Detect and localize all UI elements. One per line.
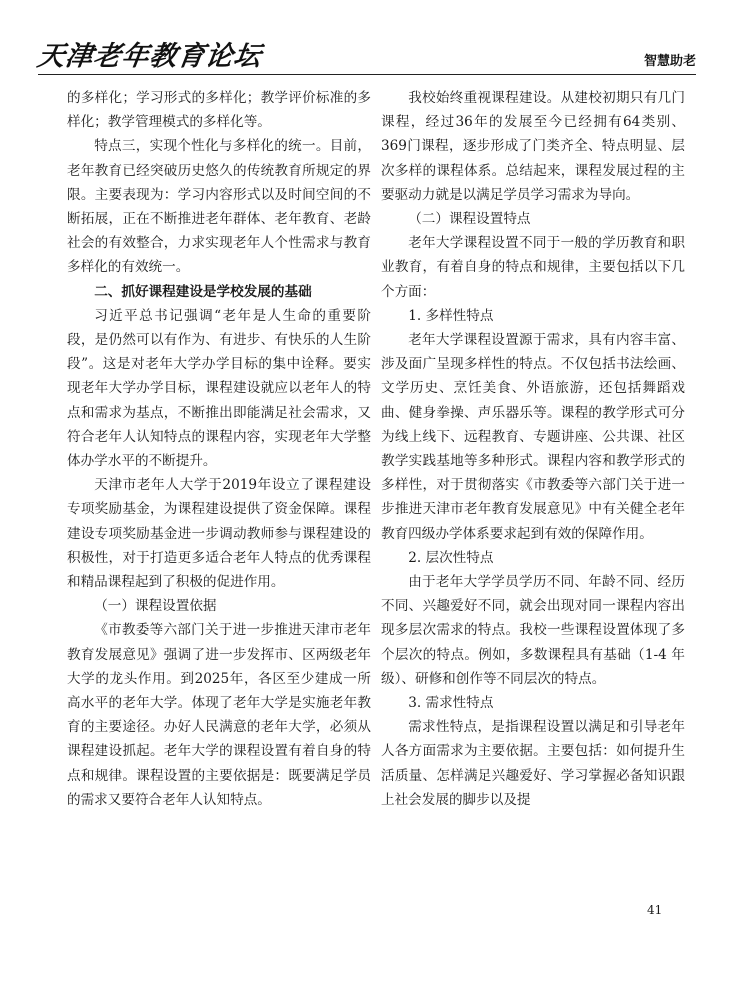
page-header bbox=[35, 30, 696, 82]
page-number: 41 bbox=[647, 903, 663, 917]
paragraph: 的多样化；学习形式的多样化；教学评价标准的多样化；教学管理模式的多样化等。 bbox=[67, 90, 371, 131]
paragraph: 《市教委等六部门关于进一步推进天津市老年教育发展意见》强调了进一步发挥市、区两级老年大学的龙头作用。到2025年，各区至少建成一所高水平的老年大学。体现了老年大学是实施老年教育的主要途径。办好人民满意的老年大学，必须从课程建设抓起。老年大学的课程设置有着自身的特点和规律。课程设置的主要依据是：既要满足学员的需求又要符合老年人认知特点。 bbox=[67, 622, 371, 808]
section-heading: 二、抓好课程建设是学校发展的基础 bbox=[94, 283, 312, 300]
paragraph: 特点三，实现个性化与多样化的统一。目前，老年教育已经突破历史悠久的传统教育所规定的界限。主要表现为：学习内容形式以及时间空间的不断拓展，正在不断推进老年群体、老年教育、老龄社会的有效整合，力求实现老年人个性需求与教育多样化的有效统一。 bbox=[67, 138, 371, 276]
right-column bbox=[381, 86, 685, 812]
section-label: 智慧助老 bbox=[643, 54, 696, 69]
paragraph: 老年大学课程设置源于需求，具有内容丰富、涉及面广呈现多样性的特点。不仅包括书法绘画、文学历史、烹饪美食、外语旅游，还包括舞蹈戏曲、健身拳操、声乐器乐等。课程的教学形式可分为线上线下、远程教育、专题讲座、公共课、社区教学实践基地等多种形式。课程内容和教学形式的多样性，对于贯彻落实《市教委等六部门关于进一步推进天津市老年教育发展意见》中有关健全老年教育四级办学体系要求起到有效的保障作用。 bbox=[381, 332, 685, 542]
paragraph: 老年大学课程设置不同于一般的学历教育和职业教育，有着自身的特点和规律，主要包括以下几个方面： bbox=[381, 235, 685, 300]
list-item-heading: 1. 多样性特点 bbox=[408, 307, 494, 324]
paragraph: 我校始终重视课程建设。从建校初期只有几门课程，经过36年的发展至今已经拥有64类别、369门课程，逐步形成了门类齐全、特点明显、层次多样的课程体系。总结起来，课程发展过程的主要驱动力就是以满足学员学习需求为导向。 bbox=[381, 90, 685, 203]
masthead-title: 天津老年教育论坛 bbox=[35, 41, 264, 72]
left-column bbox=[67, 86, 371, 812]
subsection-heading: （二）课程设置特点 bbox=[408, 211, 531, 228]
subsection-heading: （一）课程设置依据 bbox=[94, 598, 217, 615]
paragraph: 由于老年大学学员学历不同、年龄不同、经历不同、兴趣爱好不同，就会出现对同一课程内容出现多层次需求的特点。我校一些课程设置体现了多个层次的特点。例如，多数课程具有基础（1-4 年级）、研修和创作等不同层次的特点。 bbox=[381, 574, 685, 687]
list-item-heading: 3. 需求性特点 bbox=[408, 695, 494, 712]
paragraph: 习近平总书记强调“老年是人生命的重要阶段，是仍然可以有作为、有进步、有快乐的人生阶段”。这是对老年大学办学目标的集中诠释。要实现老年大学办学目标，课程建设就应以老年人的特点和需求为基点，不断推出即能满足社会需求，又符合老年人认知特点的课程内容，实现老年大学整体办学水平的不断提升。 bbox=[67, 307, 371, 470]
paragraph: 天津市老年人大学于2019年设立了课程建设专项奖励基金，为课程建设提供了资金保障。课程建设专项奖励基金进一步调动教师参与课程建设的积极性，对于打造更多适合老年人特点的优秀课程和精品课程起到了积极的促进作用。 bbox=[67, 477, 371, 591]
list-item-heading: 2. 层次性特点 bbox=[408, 549, 494, 566]
paragraph: 需求性特点，是指课程设置以满足和引导老年人各方面需求为主要依据。主要包括：如何提升生活质量、怎样满足兴趣爱好、学习掌握必备知识跟上社会发展的脚步以及提 bbox=[381, 719, 685, 808]
header-rule bbox=[38, 74, 696, 75]
